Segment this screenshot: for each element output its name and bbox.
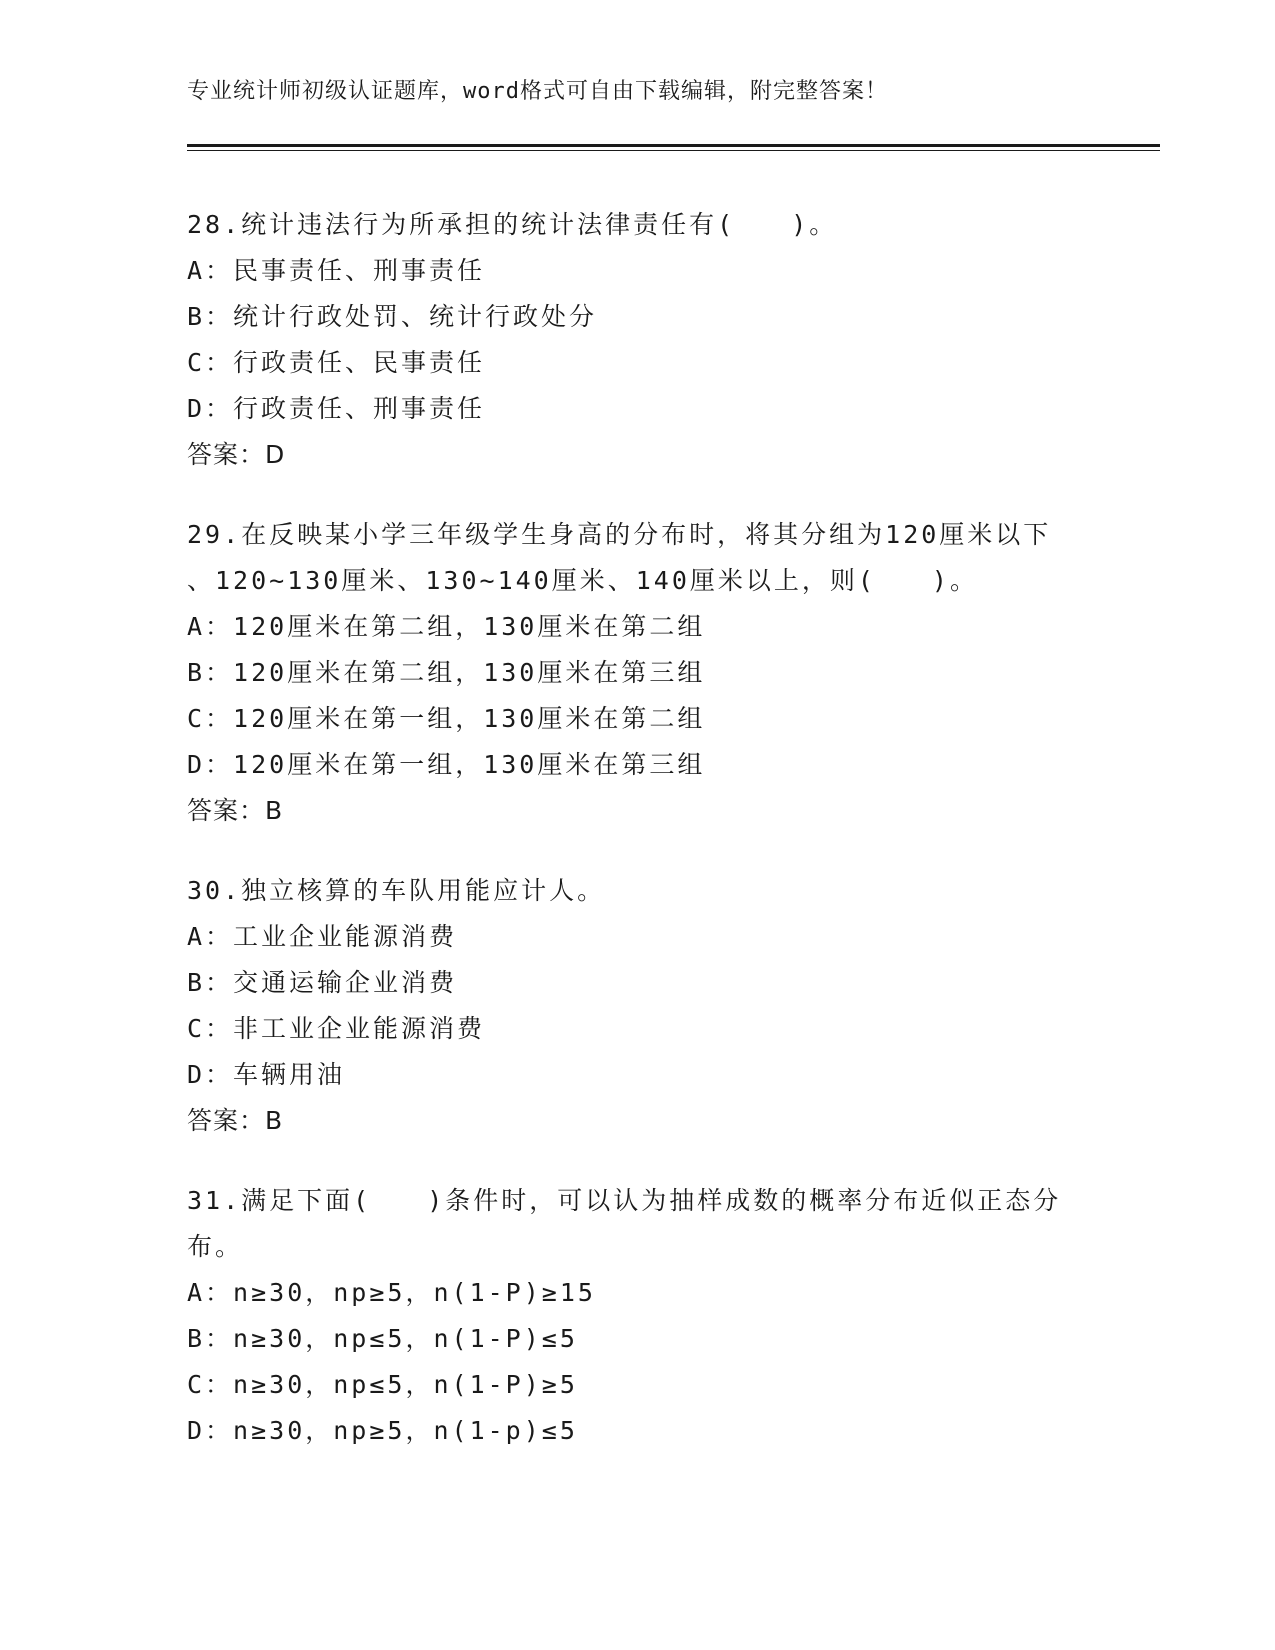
question-29 — [187, 512, 1087, 834]
option-a: A：民事责任、刑事责任 — [187, 256, 486, 285]
option-a: A：120厘米在第二组，130厘米在第二组 — [187, 612, 706, 641]
header-rule-thin — [187, 150, 1160, 151]
option-c: C：120厘米在第一组，130厘米在第二组 — [187, 704, 706, 733]
option-b: B：120厘米在第二组，130厘米在第三组 — [187, 658, 706, 687]
answer-line: 答案：B — [187, 796, 284, 825]
question-stem-continued: 布。 — [187, 1232, 244, 1261]
question-30 — [187, 868, 1087, 1144]
option-d: D：120厘米在第一组，130厘米在第三组 — [187, 750, 706, 779]
option-d: D：车辆用油 — [187, 1060, 346, 1089]
option-c: C：行政责任、民事责任 — [187, 348, 486, 377]
page-header: 专业统计师初级认证题库，word格式可自由下载编辑，附完整答案！ — [187, 79, 888, 104]
question-list — [187, 202, 1087, 1488]
option-c: C：非工业企业能源消费 — [187, 1014, 486, 1043]
option-d: D：行政责任、刑事责任 — [187, 394, 486, 423]
question-31 — [187, 1178, 1087, 1454]
question-stem: 31.满足下面( )条件时，可以认为抽样成数的概率分布近似正态分 — [187, 1186, 1062, 1215]
option-b: B：交通运输企业消费 — [187, 968, 458, 997]
header-rule-thick — [187, 144, 1160, 147]
option-a: A：n≥30，np≥5，n(1-P)≥15 — [187, 1278, 596, 1307]
answer-line: 答案：B — [187, 1106, 284, 1135]
option-b: B：n≥30，np≤5，n(1-P)≤5 — [187, 1324, 578, 1353]
question-28 — [187, 202, 1087, 478]
question-stem-continued: 、120~130厘米、130~140厘米、140厘米以上，则( )。 — [187, 566, 978, 595]
option-a: A：工业企业能源消费 — [187, 922, 458, 951]
question-stem: 28.统计违法行为所承担的统计法律责任有( )。 — [187, 210, 838, 239]
question-stem: 30.独立核算的车队用能应计人。 — [187, 876, 606, 905]
answer-line: 答案：D — [187, 440, 286, 469]
option-d: D：n≥30，np≥5，n(1-p)≤5 — [187, 1416, 578, 1445]
question-stem: 29.在反映某小学三年级学生身高的分布时，将其分组为120厘米以下 — [187, 520, 1052, 549]
option-c: C：n≥30，np≤5，n(1-P)≥5 — [187, 1370, 578, 1399]
option-b: B：统计行政处罚、统计行政处分 — [187, 302, 598, 331]
